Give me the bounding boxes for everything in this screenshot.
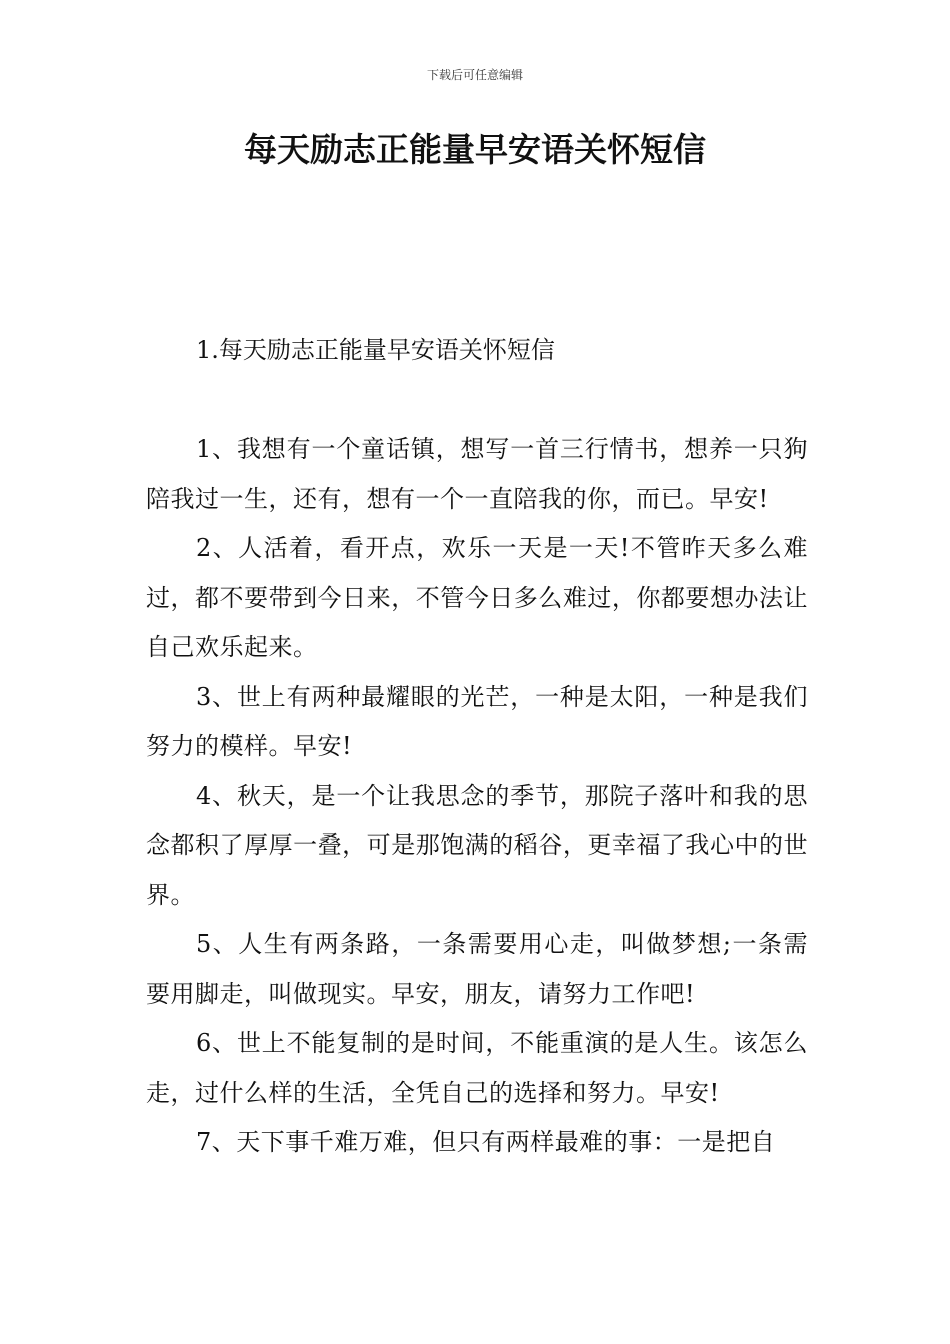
paragraph-5: 5、人生有两条路，一条需要用心走，叫做梦想;一条需要用脚走，叫做现实。早安，朋友，请努力工作吧!	[146, 930, 808, 1008]
body-text	[146, 425, 808, 1168]
header-note: 下载后可任意编辑	[426, 68, 523, 82]
paragraph-2: 2、人活着，看开点，欢乐一天是一天!不管昨天多么难过，都不要带到今日来，不管今日多么难过，你都要想办法让自己欢乐起来。	[146, 534, 808, 661]
section-heading: 1.每天励志正能量早安语关怀短信	[196, 336, 555, 364]
paragraph-7: 7、天下事千难万难，但只有两样最难的事：一是把自	[196, 1128, 776, 1156]
document-title: 每天励志正能量早安语关怀短信	[244, 130, 706, 169]
paragraph-4: 4、秋天，是一个让我思念的季节，那院子落叶和我的思念都积了厚厚一叠，可是那饱满的稻谷，更幸福了我心中的世界。	[146, 781, 808, 909]
paragraph-3: 3、世上有两种最耀眼的光芒，一种是太阳，一种是我们努力的模样。早安!	[146, 682, 808, 760]
paragraph-6: 6、世上不能复制的是时间，不能重演的是人生。该怎么走，过什么样的生活，全凭自己的选择和努力。早安!	[146, 1029, 808, 1107]
paragraph-1: 1、我想有一个童话镇，想写一首三行情书，想养一只狗陪我过一生，还有，想有一个一直陪我的你，而已。早安!	[146, 435, 808, 513]
